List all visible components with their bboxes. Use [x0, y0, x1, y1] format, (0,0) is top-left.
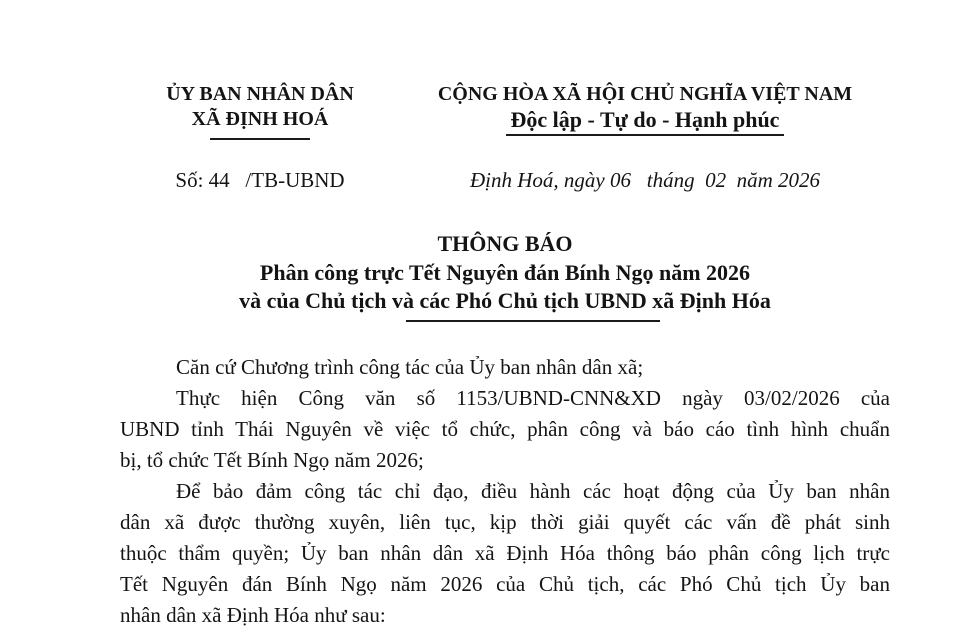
body-text-line: Thực hiện Công văn số 1153/UBND-CNN&XD ngày 03/02/2026 của: [176, 386, 890, 410]
document-title: THÔNG BÁO: [437, 231, 573, 256]
document-body: [120, 352, 890, 631]
body-text-line: Căn cứ Chương trình công tác của Ủy ban nhân dân xã;: [176, 355, 644, 379]
document-title-block: [120, 229, 890, 322]
body-text-line: Để bảo đảm công tác chỉ đạo, điều hành các hoạt động của Ủy ban nhân: [176, 479, 890, 503]
document-header: [120, 82, 890, 140]
national-header-block: [400, 82, 890, 140]
issuing-authority-block: [120, 82, 400, 140]
issuing-authority-name: ỦY BAN NHÂN DÂN: [166, 83, 354, 105]
body-text-line: dân xã được thường xuyên, liên tục, kịp thời giải quyết các vấn đề phát sinh: [120, 510, 890, 534]
national-motto: Độc lập - Tự do - Hạnh phúc: [506, 107, 785, 136]
document-content: [120, 82, 890, 631]
body-text-line: UBND tỉnh Thái Nguyên về việc tổ chức, phân công và báo cáo tình hình chuẩn: [120, 417, 890, 441]
document-subtitle-line2: và của Chủ tịch và các Phó Chủ tịch UBND xã Định Hóa: [239, 288, 771, 313]
body-text-line: thuộc thẩm quyền; Ủy ban nhân dân xã Định Hóa thông báo phân công lịch trực: [120, 541, 890, 565]
issue-date-place: Định Hoá, ngày 06 tháng 02 năm 2026: [470, 168, 820, 192]
body-text-line: nhân dân xã Định Hóa như sau:: [120, 603, 386, 627]
body-text-line: Tết Nguyên đán Bính Ngọ năm 2026 của Chủ tịch, các Phó Chủ tịch Ủy ban: [120, 572, 890, 596]
document-meta-row: [120, 167, 890, 193]
document-subtitle-line1: Phân công trực Tết Nguyên đán Bính Ngọ năm 2026: [259, 260, 751, 285]
national-name: CỘNG HÒA XÃ HỘI CHỦ NGHĨA VIỆT NAM: [437, 83, 853, 105]
body-text-line: bị, tổ chức Tết Bính Ngọ năm 2026;: [120, 448, 424, 472]
document-number: Số: 44 /TB-UBND: [175, 168, 345, 192]
issuing-authority-underline: [210, 138, 310, 140]
issuing-authority-commune: XÃ ĐỊNH HOÁ: [191, 108, 329, 130]
title-divider: [406, 320, 660, 322]
